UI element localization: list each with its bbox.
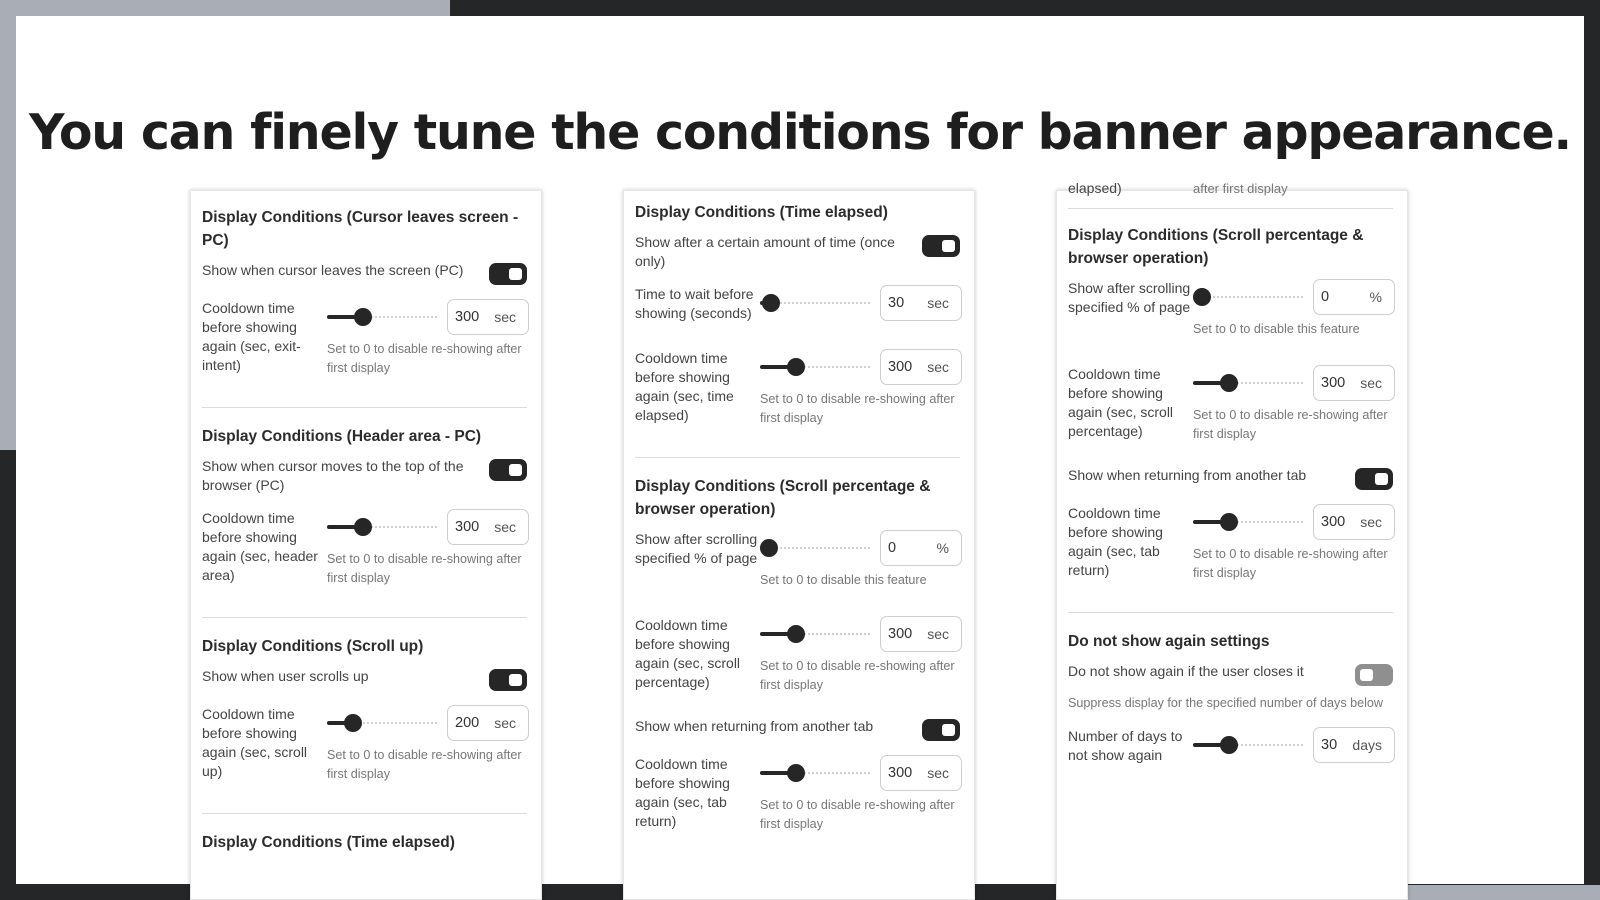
slider-knob[interactable] [787,625,805,643]
cooldown-input[interactable] [447,509,529,545]
hint-text: Set to 0 to disable re-showing after first display [1193,408,1388,441]
section-scroll-up [202,635,527,814]
hint-text: Set to 0 to disable re-showing after first display [1193,547,1388,580]
toggle-label: Show when cursor moves to the top of the browser (PC) [202,458,464,493]
section-title: Display Conditions (Scroll up) [202,638,424,655]
slider-knob[interactable] [760,539,778,557]
slider-knob[interactable] [354,518,372,536]
fragment-hint: after first display [1193,181,1288,196]
input-value: 300 [455,309,480,325]
settings-panel-3 [1056,180,1408,900]
cooldown-input[interactable] [1313,365,1395,401]
hint-text: Suppress display for the specified number of days below [1068,696,1384,710]
input-unit: % [936,540,949,556]
section-title: Do not show again settings [1068,633,1270,650]
slider-knob[interactable] [787,358,805,376]
input-value: 0 [1321,289,1330,305]
input-value: 30 [1321,737,1338,753]
do-not-show-again-toggle[interactable] [1355,664,1393,686]
input-value: 300 [1321,514,1346,530]
section-fragment [1068,179,1393,209]
hint-text: Set to 0 to disable re-showing after first display [327,748,522,781]
cooldown-slider[interactable] [1193,512,1303,532]
slider-knob[interactable] [762,294,780,312]
input-unit: sec [494,309,516,325]
section-title: Display Conditions (Time elapsed) [202,834,455,851]
input-unit: sec [927,359,949,375]
toggle-label: Show when user scrolls up [202,668,369,684]
toggle-label: Show when returning from another tab [635,718,874,734]
cooldown-slider[interactable] [327,713,437,733]
slider-knob[interactable] [1220,374,1238,392]
input-unit: sec [927,765,949,781]
input-unit: sec [927,295,949,311]
section-title: Display Conditions (Scroll percentage & browser operation) [635,478,931,518]
cursor-leave-toggle[interactable] [489,263,527,285]
slider-knob[interactable] [1220,513,1238,531]
slider-label: Cooldown time before showing again (sec, tab return) [635,756,730,829]
input-value: 300 [888,626,913,642]
cooldown-slider[interactable] [760,624,870,644]
cooldown-input[interactable] [447,299,529,335]
slider-knob[interactable] [344,714,362,732]
section-scroll-percentage [635,475,960,834]
header-area-toggle[interactable] [489,459,527,481]
slider-label: Cooldown time before showing again (sec, tab return) [1068,505,1163,578]
days-input[interactable] [1313,727,1395,763]
input-value: 0 [888,540,897,556]
section-scroll-percentage [1068,224,1393,613]
slider-label: Cooldown time before showing again (sec, scroll up) [202,706,308,779]
cooldown-input[interactable] [880,349,962,385]
cooldown-slider[interactable] [327,307,437,327]
cooldown-input[interactable] [1313,504,1395,540]
slider-label: Cooldown time before showing again (sec, exit-intent) [202,300,301,373]
cooldown-slider[interactable] [327,517,437,537]
toggle-label: Show when cursor leaves the screen (PC) [202,262,464,278]
wait-time-slider[interactable] [760,293,870,313]
section-title: Display Conditions (Scroll percentage & browser operation) [1068,227,1364,267]
hint-text: Set to 0 to disable re-showing after first display [760,798,955,831]
time-elapsed-toggle[interactable] [922,235,960,257]
input-value: 300 [455,519,480,535]
section-title: Display Conditions (Time elapsed) [635,204,888,221]
input-value: 300 [888,765,913,781]
slider-knob[interactable] [1193,288,1211,306]
scroll-percent-slider[interactable] [1193,287,1303,307]
settings-panel-1 [190,190,542,900]
scroll-up-toggle[interactable] [489,669,527,691]
input-value: 200 [455,715,480,731]
fragment-label: elapsed) [1068,180,1122,196]
slider-label: Cooldown time before showing again (sec, scroll percentage) [635,617,741,690]
input-unit: sec [1360,375,1382,391]
section-title: Display Conditions (Header area - PC) [202,428,482,445]
scroll-percent-input[interactable] [880,530,962,566]
slider-knob[interactable] [354,308,372,326]
slider-label: Time to wait before showing (seconds) [635,286,754,321]
toggle-label: Show when returning from another tab [1068,467,1307,483]
slider-label: Number of days to not show again [1068,728,1183,763]
section-title: Display Conditions (Cursor leaves screen - PC) [202,209,519,249]
tab-return-toggle[interactable] [1355,468,1393,490]
tab-return-toggle[interactable] [922,719,960,741]
slider-label: Cooldown time before showing again (sec, time elapsed) [635,350,734,423]
input-value: 300 [1321,375,1346,391]
input-unit: % [1369,289,1382,305]
scroll-percent-input[interactable] [1313,279,1395,315]
background-grey-corner [1395,885,1600,900]
slider-label: Cooldown time before showing again (sec, header area) [202,510,318,583]
slider-label: Show after scrolling specified % of page [635,531,758,566]
cooldown-input[interactable] [447,705,529,741]
hint-text: Set to 0 to disable this feature [760,573,927,587]
wait-time-input[interactable] [880,285,962,321]
section-cursor-leaves [202,206,527,408]
hint-text: Set to 0 to disable this feature [1193,322,1360,336]
cooldown-input[interactable] [880,755,962,791]
input-unit: sec [494,519,516,535]
toggle-label: Show after a certain amount of time (once only) [635,234,895,269]
cooldown-slider[interactable] [760,763,870,783]
settings-panel-2 [623,190,975,900]
input-value: 300 [888,359,913,375]
hint-text: Set to 0 to disable re-showing after first display [327,342,522,375]
section-header-area [202,425,527,618]
section-time-elapsed [635,201,960,458]
slide-title: You can finely tune the conditions for banner appearance. [29,104,1571,161]
days-slider[interactable] [1193,735,1303,755]
slider-knob[interactable] [787,764,805,782]
cooldown-slider[interactable] [1193,373,1303,393]
hint-text: Set to 0 to disable re-showing after first display [760,392,955,425]
input-unit: sec [494,715,516,731]
slider-knob[interactable] [1220,736,1238,754]
cooldown-slider[interactable] [760,357,870,377]
scroll-percent-slider[interactable] [760,538,870,558]
input-value: 30 [888,295,905,311]
hint-text: Set to 0 to disable re-showing after first display [327,552,522,585]
input-unit: sec [1360,514,1382,530]
input-unit: days [1352,737,1382,753]
input-unit: sec [927,626,949,642]
hint-text: Set to 0 to disable re-showing after first display [760,659,955,692]
section-do-not-show-again [1068,630,1393,765]
slider-label: Show after scrolling specified % of page [1068,280,1191,315]
toggle-label: Do not show again if the user closes it [1068,663,1304,679]
cooldown-input[interactable] [880,616,962,652]
slider-label: Cooldown time before showing again (sec, scroll percentage) [1068,366,1174,439]
